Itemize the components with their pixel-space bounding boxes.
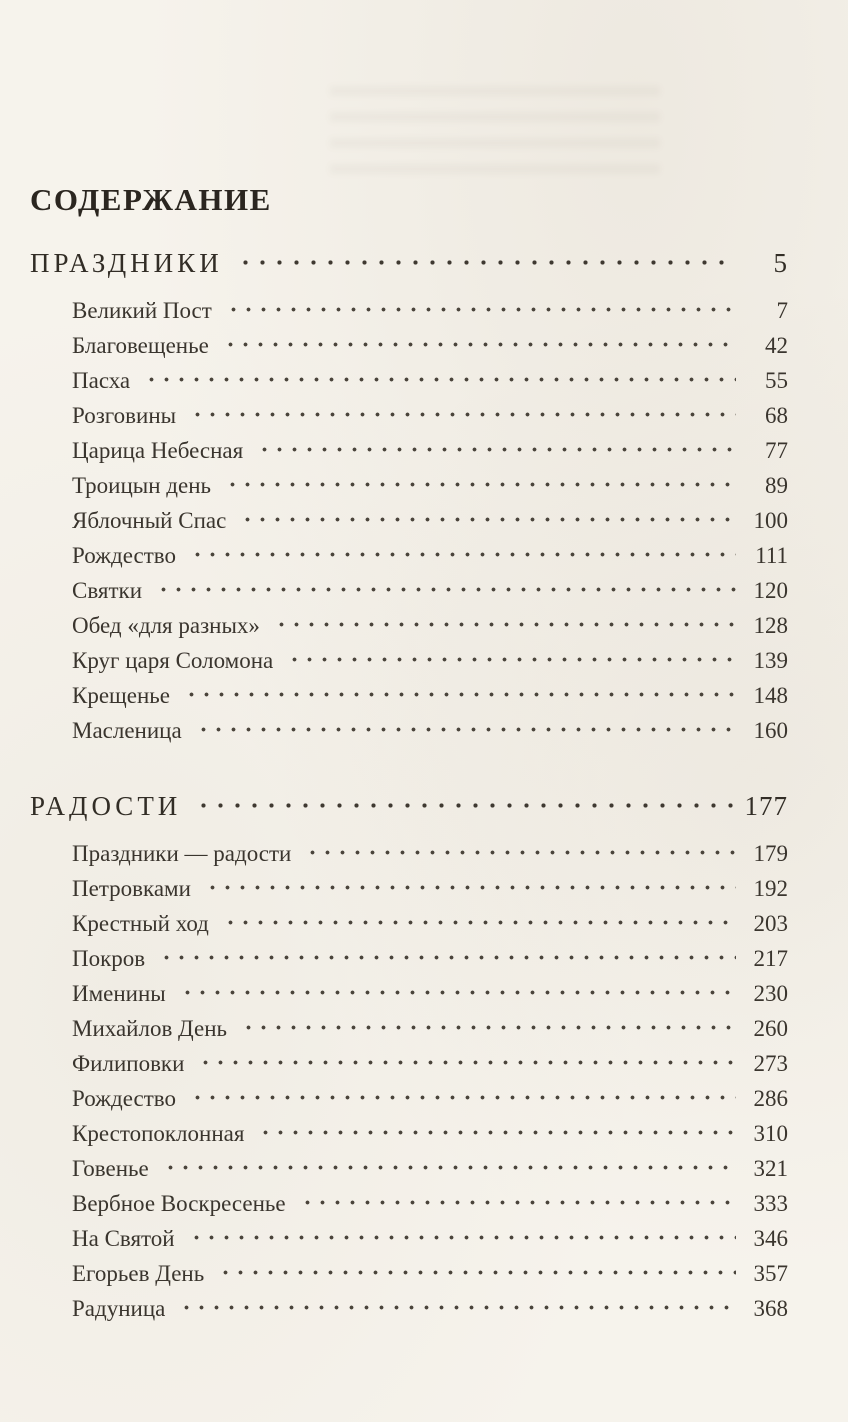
entry-page-number: 55 — [765, 368, 788, 393]
entry-title: Крестный ход — [72, 911, 209, 936]
toc-entry — [30, 473, 788, 508]
page-title: СОДЕРЖАНИЕ — [30, 182, 272, 217]
section-entries — [30, 298, 788, 753]
entry-page-number: 120 — [753, 578, 788, 603]
toc-entry — [30, 981, 788, 1016]
dot-leader — [161, 1162, 736, 1176]
toc-entry — [30, 403, 788, 438]
toc-entry — [30, 1051, 788, 1086]
toc-entry — [30, 508, 788, 543]
entry-title: Розговины — [72, 403, 177, 428]
dot-leader — [196, 1057, 736, 1071]
entry-page-number: 273 — [753, 1051, 788, 1076]
toc-entry — [30, 1226, 788, 1261]
dot-leader — [238, 514, 736, 528]
dot-leader — [303, 847, 736, 861]
entry-page-number: 333 — [753, 1191, 788, 1216]
entry-title: Петровками — [72, 876, 191, 901]
entry-page-number: 179 — [753, 841, 788, 866]
entry-page-number: 148 — [753, 683, 788, 708]
dot-leader — [221, 339, 736, 353]
toc-entry — [30, 718, 788, 753]
dot-leader — [203, 882, 736, 896]
entry-title: Троицын день — [72, 473, 212, 498]
toc-entry — [30, 298, 788, 333]
toc-entry — [30, 333, 788, 368]
entry-title: Крещенье — [72, 683, 170, 708]
entry-page-number: 128 — [753, 613, 788, 638]
dot-leader — [154, 584, 736, 598]
entry-page-number: 160 — [753, 718, 788, 743]
page-showthrough — [330, 86, 660, 176]
entry-title: Масленица — [72, 718, 182, 743]
dot-leader — [272, 619, 736, 633]
dot-leader — [221, 917, 736, 931]
toc-section-header — [30, 791, 788, 831]
entry-page-number: 203 — [753, 911, 788, 936]
entry-page-number: 7 — [776, 298, 788, 323]
entry-title: Святки — [72, 578, 143, 603]
entry-title: Круг царя Соломона — [72, 648, 274, 673]
dot-leader — [285, 654, 736, 668]
entry-page-number: 111 — [755, 543, 788, 568]
dot-leader — [223, 479, 736, 493]
toc-entry — [30, 368, 788, 403]
entry-page-number: 89 — [765, 473, 788, 498]
dot-leader — [187, 1232, 736, 1246]
section-title: ПРАЗДНИКИ — [30, 248, 223, 278]
entry-page-number: 368 — [753, 1296, 788, 1321]
toc-entry — [30, 876, 788, 911]
dot-leader — [235, 258, 736, 272]
entry-page-number: 100 — [753, 508, 788, 533]
section-page-number: 5 — [773, 248, 788, 278]
dot-leader — [239, 1022, 736, 1036]
toc-section — [30, 248, 788, 753]
entry-title: Егорьев День — [72, 1261, 205, 1286]
entry-page-number: 217 — [753, 946, 788, 971]
dot-leader — [298, 1197, 736, 1211]
entry-title: Радуница — [72, 1296, 166, 1321]
toc-section-header — [30, 248, 788, 288]
entry-title: Покров — [72, 946, 146, 971]
entry-title: Пасха — [72, 368, 131, 393]
entry-title: Царица Небесная — [72, 438, 244, 463]
dot-leader — [177, 1302, 736, 1316]
entry-title: Михайлов День — [72, 1016, 228, 1041]
table-of-contents — [30, 248, 788, 1331]
entry-page-number: 230 — [753, 981, 788, 1006]
dot-leader — [255, 444, 736, 458]
dot-leader — [194, 724, 736, 738]
entry-title: На Святой — [72, 1226, 175, 1251]
toc-entry — [30, 578, 788, 613]
dot-leader — [193, 801, 734, 815]
entry-page-number: 77 — [765, 438, 788, 463]
entry-title: Яблочный Спас — [72, 508, 227, 533]
entry-page-number: 286 — [753, 1086, 788, 1111]
toc-entry — [30, 543, 788, 578]
entry-title: Крестопоклонная — [72, 1121, 245, 1146]
toc-entry — [30, 1296, 788, 1331]
toc-entry — [30, 1191, 788, 1226]
entry-page-number: 68 — [765, 403, 788, 428]
dot-leader — [188, 549, 736, 563]
entry-page-number: 42 — [765, 333, 788, 358]
dot-leader — [216, 1267, 736, 1281]
entry-page-number: 357 — [753, 1261, 788, 1286]
entry-title: Праздники — радости — [72, 841, 292, 866]
toc-entry — [30, 1121, 788, 1156]
dot-leader — [224, 304, 736, 318]
entry-title: Рождество — [72, 1086, 176, 1111]
entry-title: Говенье — [72, 1156, 149, 1181]
dot-leader — [256, 1127, 736, 1141]
toc-entry — [30, 1261, 788, 1296]
toc-entry — [30, 911, 788, 946]
entry-title: Вербное Воскресенье — [72, 1191, 286, 1216]
section-page-number: 177 — [744, 791, 788, 821]
dot-leader — [157, 952, 736, 966]
toc-entry — [30, 841, 788, 876]
toc-entry — [30, 438, 788, 473]
entry-page-number: 139 — [753, 648, 788, 673]
entry-title: Именины — [72, 981, 166, 1006]
entry-page-number: 321 — [753, 1156, 788, 1181]
toc-section — [30, 791, 788, 1331]
entry-title: Великий Пост — [72, 298, 212, 323]
entry-page-number: 310 — [753, 1121, 788, 1146]
toc-entry — [30, 1016, 788, 1051]
dot-leader — [182, 689, 736, 703]
toc-entry — [30, 946, 788, 981]
entry-page-number: 260 — [753, 1016, 788, 1041]
entry-page-number: 192 — [753, 876, 788, 901]
toc-entry — [30, 613, 788, 648]
dot-leader — [142, 374, 736, 388]
entry-title: Благовещенье — [72, 333, 209, 358]
dot-leader — [188, 409, 736, 423]
entry-title: Обед «для разных» — [72, 613, 260, 638]
section-entries — [30, 841, 788, 1331]
section-title: РАДОСТИ — [30, 791, 182, 821]
toc-entry — [30, 1086, 788, 1121]
entry-page-number: 346 — [753, 1226, 788, 1251]
toc-entry — [30, 683, 788, 718]
toc-entry — [30, 1156, 788, 1191]
toc-entry — [30, 648, 788, 683]
entry-title: Рождество — [72, 543, 176, 568]
entry-title: Филиповки — [72, 1051, 185, 1076]
dot-leader — [178, 987, 736, 1001]
dot-leader — [188, 1092, 736, 1106]
